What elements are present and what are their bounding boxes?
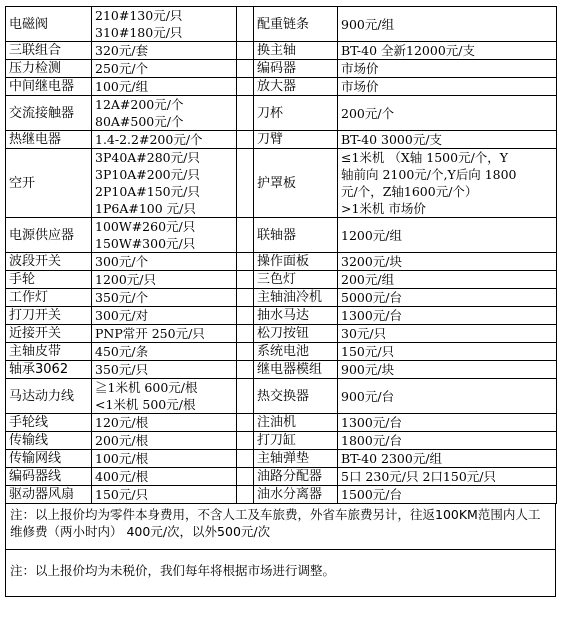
- item-name: 三色灯: [254, 271, 338, 289]
- item-name: 继电器模组: [254, 361, 338, 379]
- table-row: [6, 149, 557, 218]
- price-line: ≧1米机 600元/根: [95, 380, 198, 395]
- price-sheet: [5, 6, 556, 597]
- item-price: [338, 96, 557, 131]
- column-gap: [237, 271, 254, 289]
- table-row: [6, 289, 557, 307]
- table-row: [6, 325, 557, 343]
- item-price: [338, 325, 557, 343]
- item-price: [92, 361, 237, 379]
- price-line: ≤1米机 （X轴 1500元/个，Y: [341, 150, 509, 165]
- item-name: 三联组合: [6, 42, 92, 60]
- table-row: [6, 96, 557, 131]
- price-line: 1P6A#100 元/只: [95, 201, 196, 216]
- price-line: >1米机 市场价: [341, 201, 426, 216]
- item-name: 抽水马达: [254, 307, 338, 325]
- table-row: [6, 131, 557, 149]
- table-row: [6, 486, 557, 504]
- column-gap: [237, 361, 254, 379]
- item-price: [338, 218, 557, 253]
- item-price: [92, 218, 237, 253]
- item-name: 马达动力线: [6, 379, 92, 414]
- item-price: [338, 289, 557, 307]
- item-name: 电源供应器: [6, 218, 92, 253]
- column-gap: [237, 325, 254, 343]
- price-line: 1200元/只: [95, 272, 157, 287]
- item-price: [338, 450, 557, 468]
- price-line: 100W#260元/只: [95, 219, 196, 234]
- item-price: [92, 325, 237, 343]
- table-row: [6, 450, 557, 468]
- item-price: [92, 253, 237, 271]
- price-line: BT-40 2300元/组: [341, 451, 443, 466]
- item-name: 主轴皮带: [6, 343, 92, 361]
- item-price: [338, 468, 557, 486]
- table-row: [6, 379, 557, 414]
- item-price: [338, 78, 557, 96]
- item-name: 编码器: [254, 60, 338, 78]
- table-row: [6, 253, 557, 271]
- item-price: [92, 271, 237, 289]
- item-name: 配重链条: [254, 7, 338, 42]
- item-name: 护罩板: [254, 149, 338, 218]
- price-table: [5, 6, 557, 504]
- item-name: 压力检测: [6, 60, 92, 78]
- table-row: [6, 218, 557, 253]
- price-line: 450元/条: [95, 344, 149, 359]
- item-name: 传输线: [6, 432, 92, 450]
- item-price: [338, 149, 557, 218]
- column-gap: [237, 78, 254, 96]
- item-name: 驱动器风扇: [6, 486, 92, 504]
- item-name: 刀杯: [254, 96, 338, 131]
- item-price: [92, 414, 237, 432]
- item-name: 油水分离器: [254, 486, 338, 504]
- item-price: [92, 432, 237, 450]
- table-row: [6, 60, 557, 78]
- price-line: 市场价: [341, 79, 379, 94]
- item-name: 工作灯: [6, 289, 92, 307]
- note-labor: 注：以上报价均为零件本身费用，不含人工及车旅费，外省车旅费另计，往返100KM范围内人工维修费（两小时内） 400元/次，以外500元/次: [6, 504, 556, 550]
- column-gap: [237, 42, 254, 60]
- item-price: [338, 343, 557, 361]
- item-price: [92, 96, 237, 131]
- item-name: 松刀按钮: [254, 325, 338, 343]
- item-price: [92, 468, 237, 486]
- item-price: [338, 486, 557, 504]
- column-gap: [237, 289, 254, 307]
- table-row: [6, 361, 557, 379]
- item-name: 传输网线: [6, 450, 92, 468]
- item-price: [92, 289, 237, 307]
- table-row: [6, 42, 557, 60]
- item-price: [338, 414, 557, 432]
- item-price: [338, 361, 557, 379]
- item-price: [338, 271, 557, 289]
- price-line: BT-40 3000元/支: [341, 132, 443, 147]
- item-name: 手轮: [6, 271, 92, 289]
- price-line: 900元/组: [341, 16, 395, 32]
- price-line: 200元/根: [95, 433, 149, 448]
- item-name: 电磁阀: [6, 7, 92, 42]
- price-line: <1米机 500元/根: [95, 397, 196, 412]
- price-line: 150元/只: [341, 344, 395, 359]
- column-gap: [237, 253, 254, 271]
- item-name: 操作面板: [254, 253, 338, 271]
- table-row: [6, 343, 557, 361]
- column-gap: [237, 149, 254, 218]
- item-name: 手轮线: [6, 414, 92, 432]
- price-line: 市场价: [341, 61, 379, 76]
- item-price: [338, 60, 557, 78]
- item-name: 打刀开关: [6, 307, 92, 325]
- item-price: [338, 379, 557, 414]
- column-gap: [237, 379, 254, 414]
- item-name: 联轴器: [254, 218, 338, 253]
- item-name: 放大器: [254, 78, 338, 96]
- item-price: [92, 42, 237, 60]
- item-name: 波段开关: [6, 253, 92, 271]
- column-gap: [237, 131, 254, 149]
- price-line: 80A#500元/个: [95, 114, 184, 129]
- price-line: 轴前向 2100元/个,Y后向 1800: [341, 167, 517, 182]
- table-row: [6, 432, 557, 450]
- item-name: 主轴弹垫: [254, 450, 338, 468]
- price-line: 30元/只: [341, 326, 387, 341]
- item-price: [92, 60, 237, 78]
- item-price: [338, 307, 557, 325]
- price-line: 200元/个: [341, 105, 395, 121]
- item-name: 中间继电器: [6, 78, 92, 96]
- item-price: [92, 379, 237, 414]
- price-line: 1300元/台: [341, 415, 403, 430]
- table-row: [6, 271, 557, 289]
- price-line: 2P10A#150元/只: [95, 184, 200, 199]
- price-line: 300元/对: [95, 308, 149, 323]
- table-row: [6, 468, 557, 486]
- price-line: 100元/组: [95, 79, 149, 94]
- item-price: [92, 78, 237, 96]
- price-line: 3200元/块: [341, 254, 403, 269]
- column-gap: [237, 414, 254, 432]
- note-tax: 注：以上报价均为未税价，我们每年将根据市场进行调整。: [6, 550, 556, 597]
- column-gap: [237, 468, 254, 486]
- item-name: 系统电池: [254, 343, 338, 361]
- item-price: [92, 131, 237, 149]
- price-line: 210#130元/只: [95, 8, 183, 23]
- price-line: BT-40 全新12000元/支: [341, 43, 475, 58]
- item-name: 编码器线: [6, 468, 92, 486]
- price-line: 200元/组: [341, 272, 395, 287]
- item-name: 热交换器: [254, 379, 338, 414]
- item-price: [338, 131, 557, 149]
- price-line: 100元/根: [95, 451, 149, 466]
- item-name: 刀臂: [254, 131, 338, 149]
- price-line: 1500元/台: [341, 487, 403, 502]
- column-gap: [237, 60, 254, 78]
- item-name: 换主轴: [254, 42, 338, 60]
- item-price: [92, 450, 237, 468]
- item-price: [338, 42, 557, 60]
- price-line: 350元/只: [95, 362, 149, 377]
- item-name: 油路分配器: [254, 468, 338, 486]
- price-line: 元/个，Z轴1600元/个）: [341, 184, 478, 199]
- column-gap: [237, 218, 254, 253]
- item-name: 热继电器: [6, 131, 92, 149]
- notes-table: [5, 503, 556, 597]
- price-line: 900元/台: [341, 388, 395, 404]
- price-line: 1.4-2.2#200元/个: [95, 132, 203, 147]
- item-price: [92, 7, 237, 42]
- column-gap: [237, 432, 254, 450]
- price-line: 350元/个: [95, 290, 149, 305]
- item-name: 注油机: [254, 414, 338, 432]
- table-row: [6, 414, 557, 432]
- item-name: 主轴油冷机: [254, 289, 338, 307]
- price-line: 300元/个: [95, 254, 149, 269]
- price-line: 900元/块: [341, 362, 395, 377]
- column-gap: [237, 486, 254, 504]
- table-row: [6, 7, 557, 42]
- table-row: [6, 78, 557, 96]
- price-line: 1200元/组: [341, 227, 403, 243]
- price-line: 5000元/台: [341, 290, 403, 305]
- item-name: 打刀缸: [254, 432, 338, 450]
- item-price: [92, 486, 237, 504]
- price-line: 120元/根: [95, 415, 149, 430]
- item-price: [92, 307, 237, 325]
- price-line: 150W#300元/只: [95, 236, 196, 251]
- price-line: 1800元/台: [341, 433, 403, 448]
- table-row: [6, 307, 557, 325]
- price-line: PNP常开 250元/只: [95, 326, 205, 341]
- price-line: 150元/只: [95, 487, 149, 502]
- column-gap: [237, 343, 254, 361]
- price-line: 1300元/台: [341, 308, 403, 323]
- item-price: [338, 7, 557, 42]
- item-name: 近接开关: [6, 325, 92, 343]
- price-line: 310#180元/只: [95, 25, 183, 40]
- column-gap: [237, 96, 254, 131]
- item-price: [92, 343, 237, 361]
- item-price: [92, 149, 237, 218]
- item-price: [338, 432, 557, 450]
- price-line: 12A#200元/个: [95, 97, 184, 112]
- price-line: 5口 230元/只 2口150元/只: [341, 469, 496, 484]
- column-gap: [237, 307, 254, 325]
- item-name: 交流接触器: [6, 96, 92, 131]
- item-price: [338, 253, 557, 271]
- price-line: 250元/个: [95, 61, 149, 76]
- price-line: 3P40A#280元/只: [95, 150, 200, 165]
- item-name: 轴承3062: [6, 361, 92, 379]
- price-line: 320元/套: [95, 43, 149, 58]
- price-line: 3P10A#200元/只: [95, 167, 200, 182]
- column-gap: [237, 7, 254, 42]
- price-line: 400元/根: [95, 469, 149, 484]
- column-gap: [237, 450, 254, 468]
- item-name: 空开: [6, 149, 92, 218]
